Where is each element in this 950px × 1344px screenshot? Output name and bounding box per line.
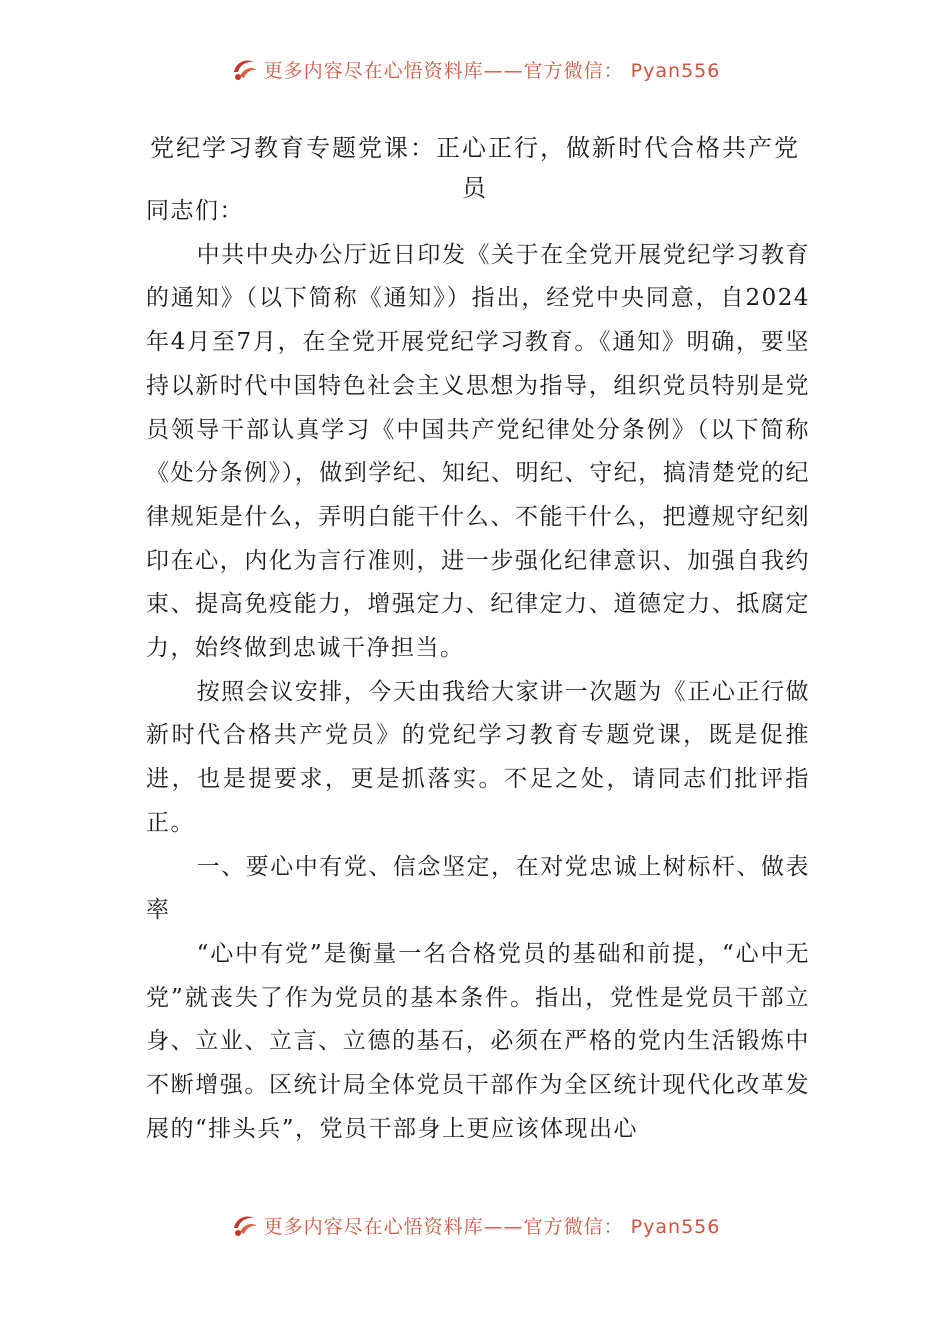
document-body (146, 190, 810, 1151)
watermark-text: 更多内容尽在心悟资料库——官方微信： Pyan556 (263, 59, 721, 82)
logo-icon (230, 1212, 260, 1238)
watermark-header (0, 52, 950, 86)
paragraph: 按照会议安排，今天由我给大家讲一次题为《正心正行做新时代合格共产党员》的党纪学习教育专题党课，既是促推进，也是提要求，更是抓落实。不足之处，请同志们批评指正。 (146, 678, 810, 836)
salutation: 同志们： (146, 198, 244, 224)
section-heading: 一、要心中有党、信念坚定，在对党忠诚上树标杆、做表率 (146, 853, 810, 924)
paragraph: “心中有党”是衡量一名合格党员的基础和前提，“心中无党”就丧失了作为党员的基本条件。指出，党性是党员干部立身、立业、立言、立德的基石，必须在严格的党内生活锻炼中不断增强。区统计局全体党员干部作为全区统计现代化改革发展的“排头兵”，党员干部身上更应该体现出心 (146, 940, 810, 1142)
watermark-footer (0, 1208, 950, 1242)
watermark-text: 更多内容尽在心悟资料库——官方微信： Pyan556 (263, 1215, 721, 1238)
document-title: 党纪学习教育专题党课：正心正行，做新时代合格共产党员 (150, 134, 800, 202)
paragraph: 中共中央办公厅近日印发《关于在全党开展党纪学习教育的通知》（以下简称《通知》）指出，经党中央同意，自2024年4月至7月，在全党开展党纪学习教育。《通知》明确，要坚持以新时代中国特色社会主义思想为指导，组织党员特别是党员领导干部认真学习《中国共产党纪律处分条例》（以下简称《处分条例》），做到学纪、知纪、明纪、守纪，搞清楚党的纪律规矩是什么，弄明白能干什么、不能干什么，把遵规守纪刻印在心，内化为言行准则，进一步强化纪律意识、加强自我约束、提高免疫能力，增强定力、纪律定力、道德定力、抵腐定力，始终做到忠诚干净担当。 (146, 241, 810, 662)
logo-icon (230, 56, 260, 82)
